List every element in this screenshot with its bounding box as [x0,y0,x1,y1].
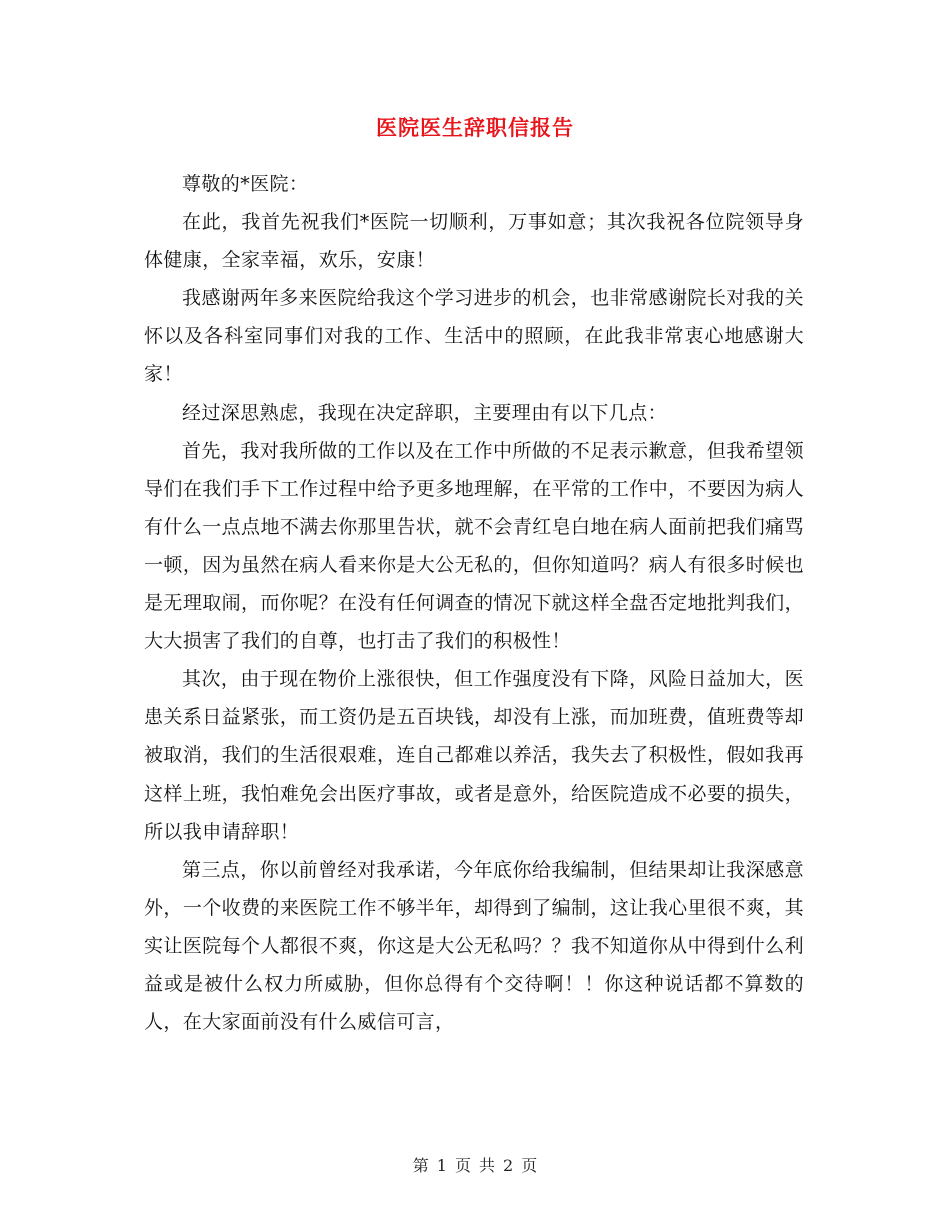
paragraph-greeting: 在此，我首先祝我们*医院一切顺利，万事如意；其次我祝各位院领导身体健康，全家幸福，欢乐，安康！ [144,211,804,272]
footer-total-prefix: 共 [479,1156,496,1175]
footer-page-word: 页 [454,1156,471,1175]
footer-current-page: 1 [436,1156,447,1175]
footer-total-pages: 2 [503,1156,514,1175]
paragraph-decision: 经过深思熟虑，我现在决定辞职，主要理由有以下几点： [182,401,668,424]
document-body [144,165,804,1041]
footer-page-prefix: 第 [412,1156,429,1175]
paragraph-reason-1: 首先，我对我所做的工作以及在工作中所做的不足表示歉意，但我希望领导们在我们手下工作过程中给予更多地理解，在平常的工作中，不要因为病人有什么一点点地不满去你那里告状，就不会青红皂白地在病人面前把我们痛骂一顿，因为虽然在病人看来你是大公无私的，但你知道吗？病人有很多时候也是无理取闹，而你呢？在没有任何调查的情况下就这样全盘否定地批判我们，大大损害了我们的自尊，也打击了我们的积极性！ [144,439,804,653]
document-title: 医院医生辞职信报告 [376,115,574,140]
paragraph-reason-2: 其次，由于现在物价上涨很快，但工作强度没有下降，风险日益加大，医患关系日益紧张，而工资仍是五百块钱，却没有上涨，而加班费，值班费等却被取消，我们的生活很艰难，连自己都难以养活，我失去了积极性，假如我再这样上班，我怕难免会出医疗事故，或者是意外，给医院造成不必要的损失，所以我申请辞职！ [144,668,804,843]
salutation: 尊敬的*医院： [182,173,309,195]
footer-total-suffix: 页 [521,1156,538,1175]
paragraph-reason-3: 第三点，你以前曾经对我承诺，今年底你给我编制，但结果却让我深感意外，一个收费的来医院工作不够半年，却得到了编制，这让我心里很不爽，其实让医院每个人都很不爽，你这是大公无私吗？？我不知道你从中得到什么利益或是被什么权力所威胁，但你总得有个交待啊！！你这种说话都不算数的人，在大家面前没有什么威信可言， [144,858,804,1034]
page-footer [0,1154,950,1178]
paragraph-thanks: 我感谢两年多来医院给我这个学习进步的机会，也非常感谢院长对我的关怀以及各科室同事们对我的工作、生活中的照顾，在此我非常衷心地感谢大家！ [144,287,804,386]
